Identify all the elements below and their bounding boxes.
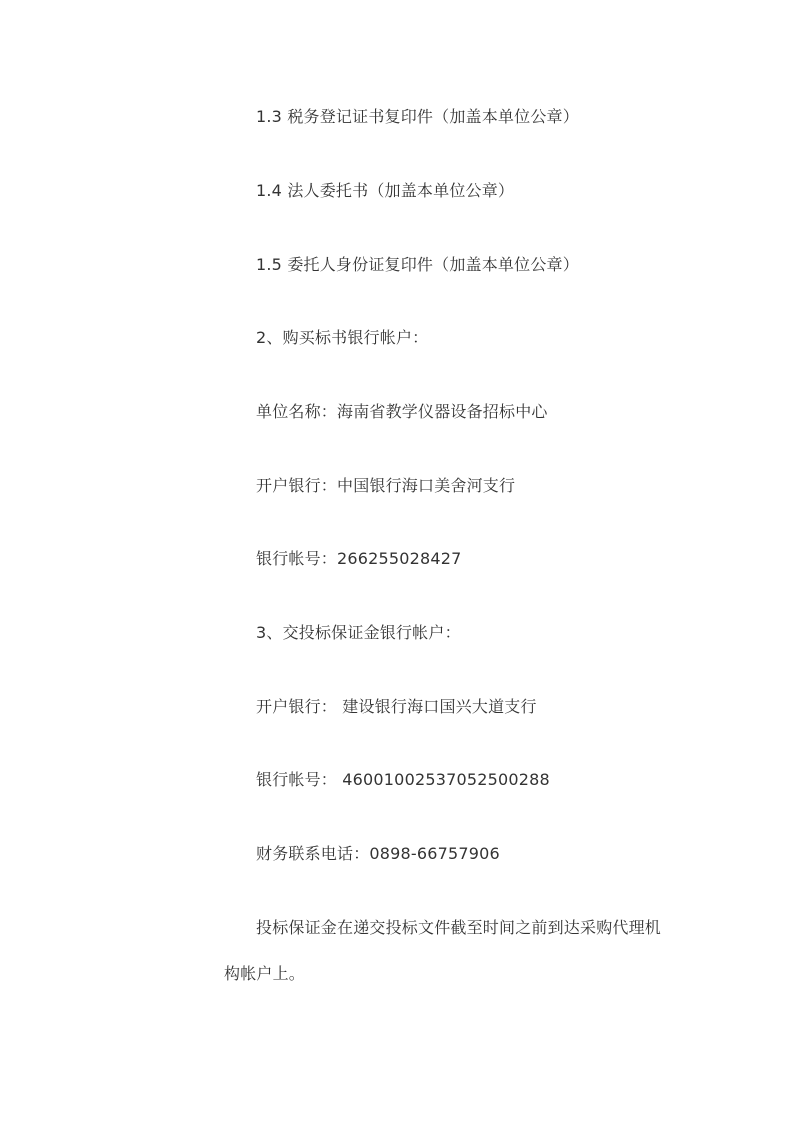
deposit-bank-name: 开户银行： 建设银行海口国兴大道支行	[256, 697, 537, 716]
closing-paragraph-line-2: 构帐户上。	[224, 964, 306, 983]
account-bank-name: 开户银行：中国银行海口美舍河支行	[256, 476, 516, 495]
deposit-account-number: 银行帐号： 46001002537052500288	[256, 770, 550, 789]
item-tax-registration: 1.3 税务登记证书复印件（加盖本单位公章）	[256, 107, 579, 126]
item-agent-id-copy: 1.5 委托人身份证复印件（加盖本单位公章）	[256, 255, 579, 274]
closing-paragraph	[224, 918, 664, 984]
section-heading-bid-deposit-account: 3、交投标保证金银行帐户：	[256, 623, 461, 642]
account-unit-name: 单位名称：海南省教学仪器设备招标中心	[256, 402, 548, 421]
section-heading-tender-purchase-account: 2、购买标书银行帐户：	[256, 328, 429, 347]
account-number: 银行帐号：266255028427	[256, 549, 462, 568]
finance-contact-phone: 财务联系电话：0898-66757906	[256, 844, 500, 863]
closing-paragraph-line-1: 投标保证金在递交投标文件截至时间之前到达采购代理机	[256, 918, 662, 937]
item-legal-authorization: 1.4 法人委托书（加盖本单位公章）	[256, 181, 515, 200]
